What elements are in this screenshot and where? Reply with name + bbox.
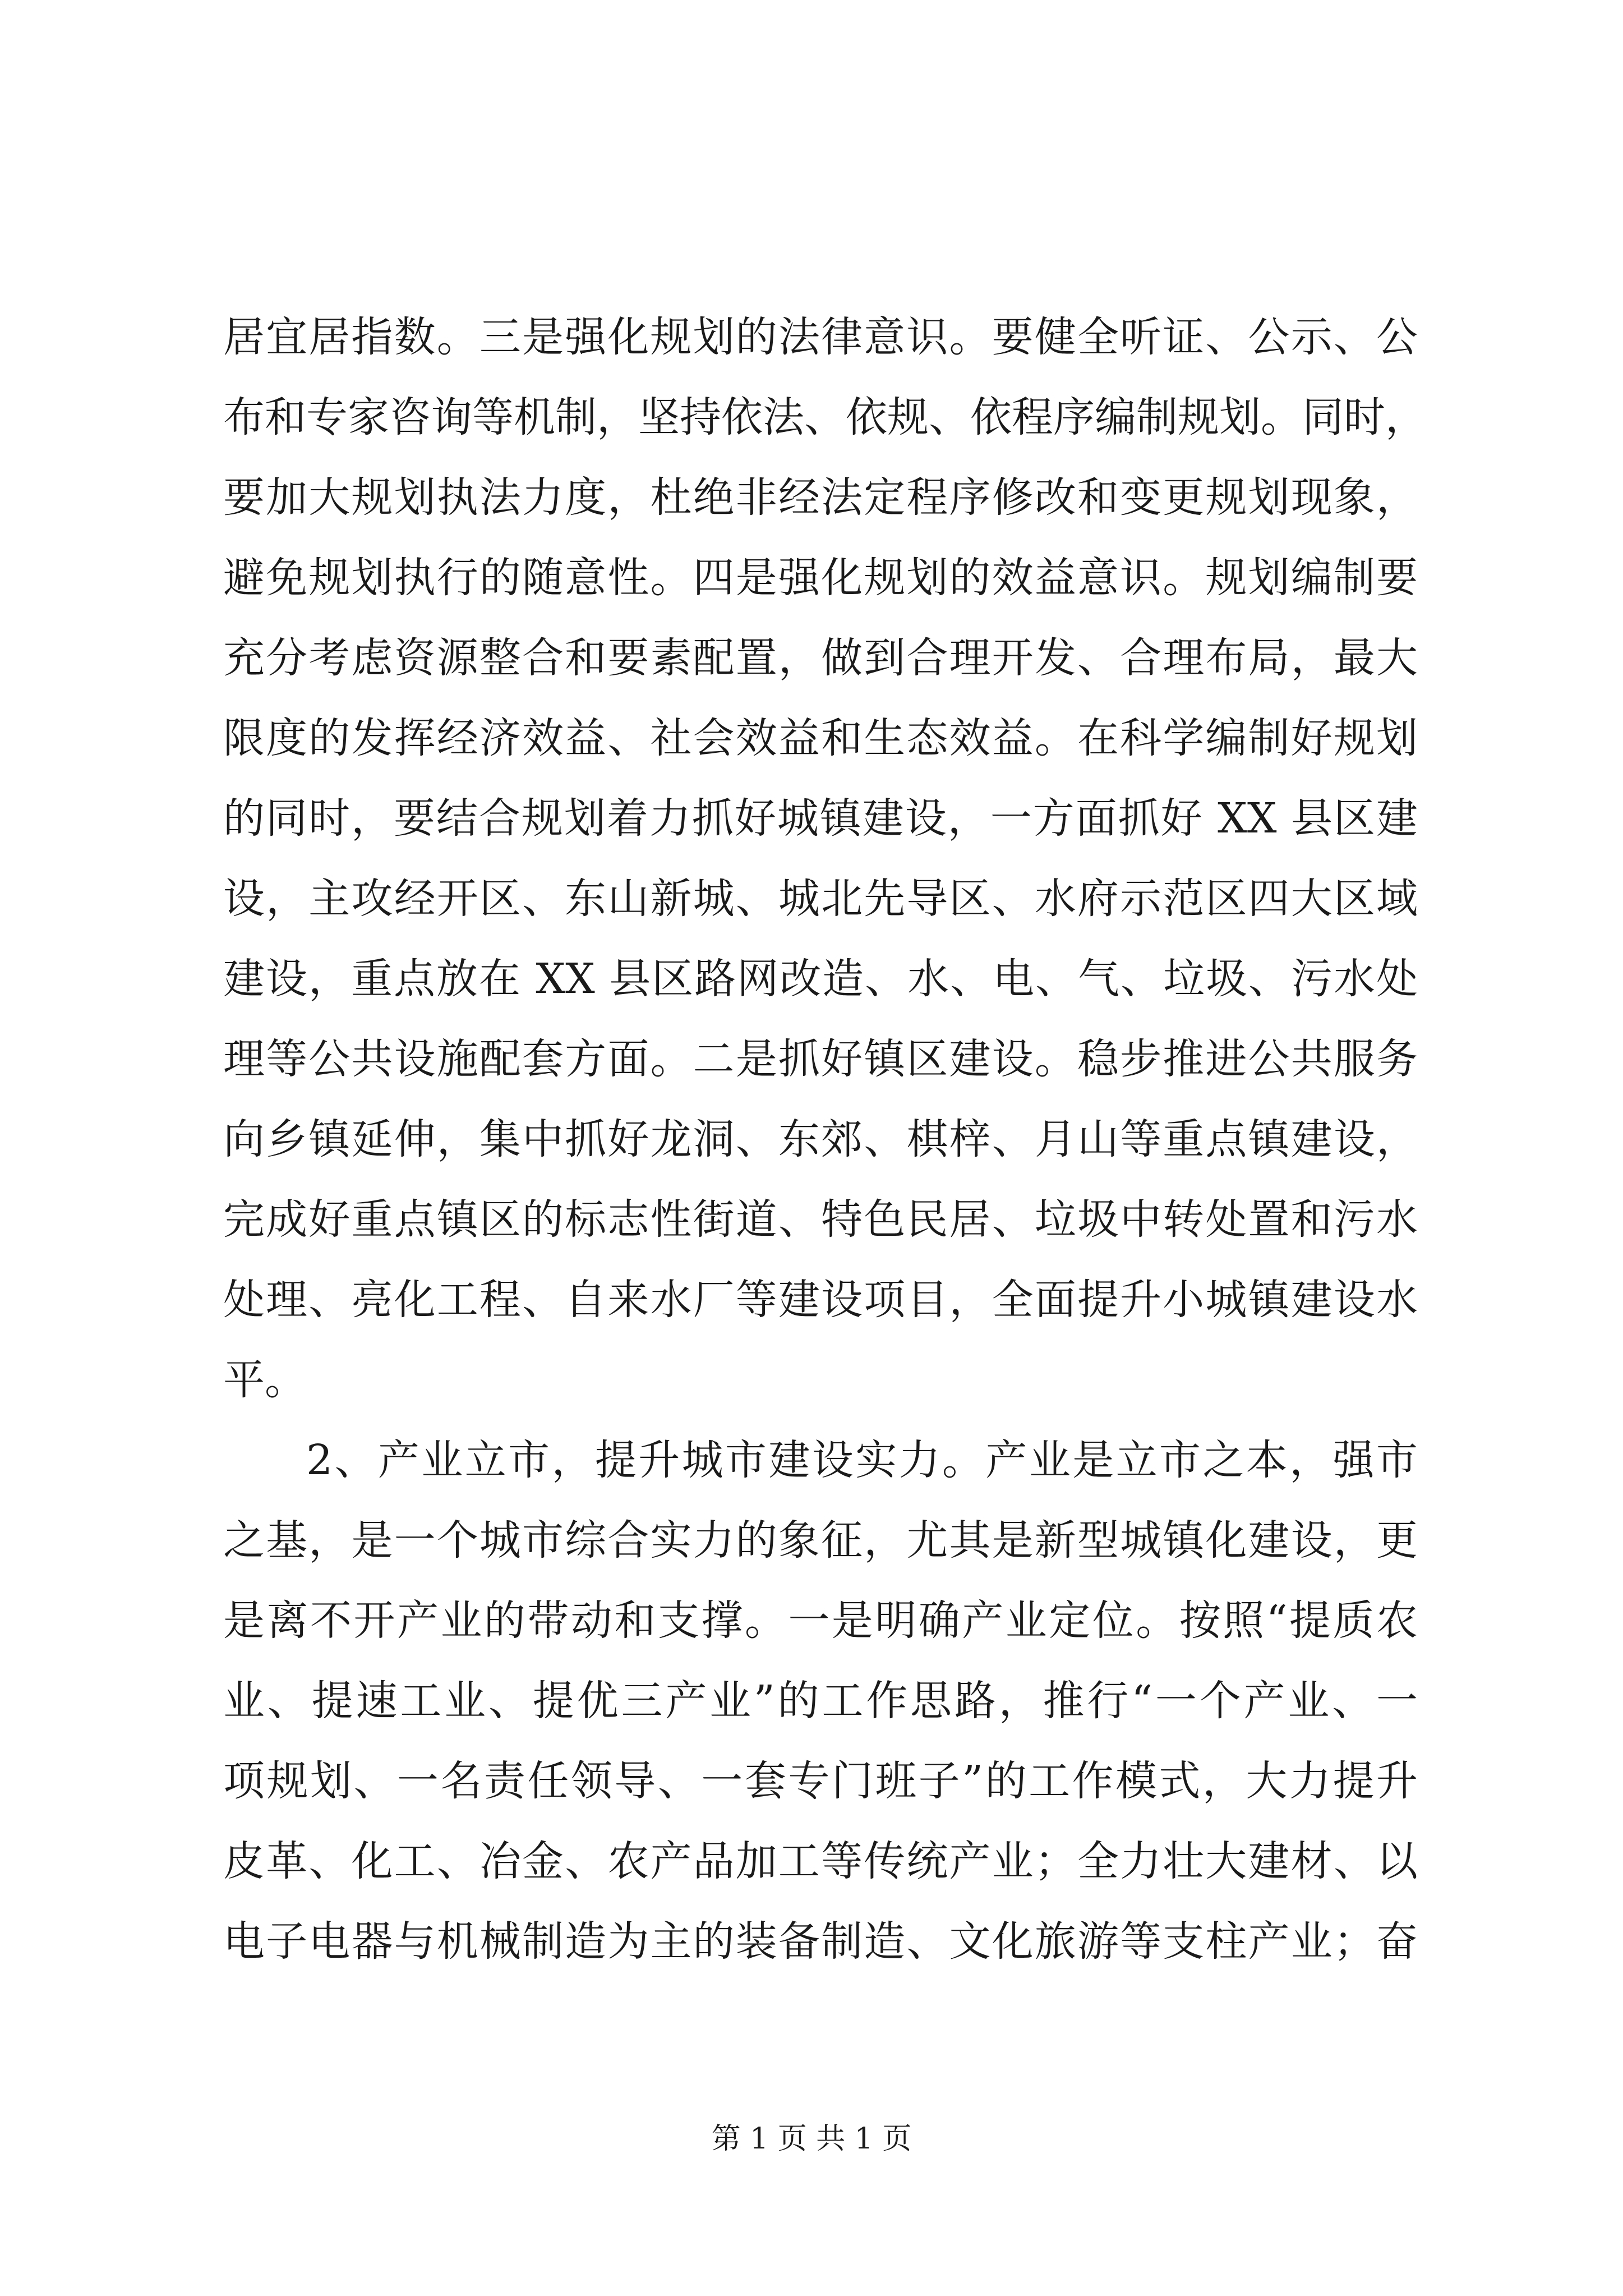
document-body — [223, 297, 1427, 1982]
paragraph-2-line-7: 电子电器与机械制造为主的装备制造、文化旅游等支柱产业；奋 — [223, 1917, 1418, 1966]
paragraph-2-line-1: 2、产业立市，提升城市建设实力。产业是立市之本，强市 — [306, 1436, 1418, 1484]
paragraph-1-line-13: 处理、亮化工程、自来水厂等建设项目，全面提升小城镇建设水 — [223, 1276, 1418, 1324]
paragraph-1-line-3: 要加大规划执法力度，杜绝非经法定程序修改和变更规划现象， — [223, 473, 1418, 522]
paragraph-1-line-5: 充分考虑资源整合和要素配置，做到合理开发、合理布局，最大 — [223, 634, 1418, 682]
paragraph-1-line-6: 限度的发挥经济效益、社会效益和生态效益。在科学编制好规划 — [223, 714, 1418, 762]
paragraph-2-line-3: 是离不开产业的带动和支撑。一是明确产业定位。按照“提质农 — [223, 1596, 1418, 1645]
paragraph-1-line-12: 完成好重点镇区的标志性街道、特色民居、垃圾中转处置和污水 — [223, 1195, 1418, 1244]
paragraph-1-line-14: 平。 — [223, 1356, 306, 1404]
paragraph-1-line-1: 居宜居指数。三是强化规划的法律意识。要健全听证、公示、公 — [223, 313, 1418, 361]
paragraph-1-line-9: 建设，重点放在 XX 县区路网改造、水、电、气、垃圾、污水处 — [223, 955, 1418, 1003]
paragraph-1-line-8: 设，主攻经开区、东山新城、城北先导区、水府示范区四大区域 — [223, 875, 1418, 923]
page-footer — [0, 2119, 1623, 2159]
paragraph-2-line-5: 项规划、一名责任领导、一套专门班子”的工作模式，大力提升 — [223, 1757, 1418, 1805]
paragraph-1-line-10: 理等公共设施配套方面。二是抓好镇区建设。稳步推进公共服务 — [223, 1035, 1418, 1083]
paragraph-2-line-2: 之基，是一个城市综合实力的象征，尤其是新型城镇化建设，更 — [223, 1516, 1418, 1565]
paragraph-1-line-4: 避免规划执行的随意性。四是强化规划的效益意识。规划编制要 — [223, 554, 1418, 602]
paragraph-1-line-11: 向乡镇延伸，集中抓好龙洞、东郊、棋梓、月山等重点镇建设， — [223, 1115, 1418, 1163]
page-number-label: 第 1 页 共 1 页 — [711, 2122, 912, 2156]
paragraph-1-line-2: 布和专家咨询等机制，坚持依法、依规、依程序编制规划。同时， — [223, 393, 1427, 441]
paragraph-2-line-6: 皮革、化工、冶金、农产品加工等传统产业；全力壮大建材、以 — [223, 1837, 1418, 1885]
paragraph-1-line-7: 的同时，要结合规划着力抓好城镇建设，一方面抓好 XX 县区建 — [223, 794, 1418, 843]
paragraph-2-line-4: 业、提速工业、提优三产业”的工作思路，推行“一个产业、一 — [223, 1677, 1418, 1725]
